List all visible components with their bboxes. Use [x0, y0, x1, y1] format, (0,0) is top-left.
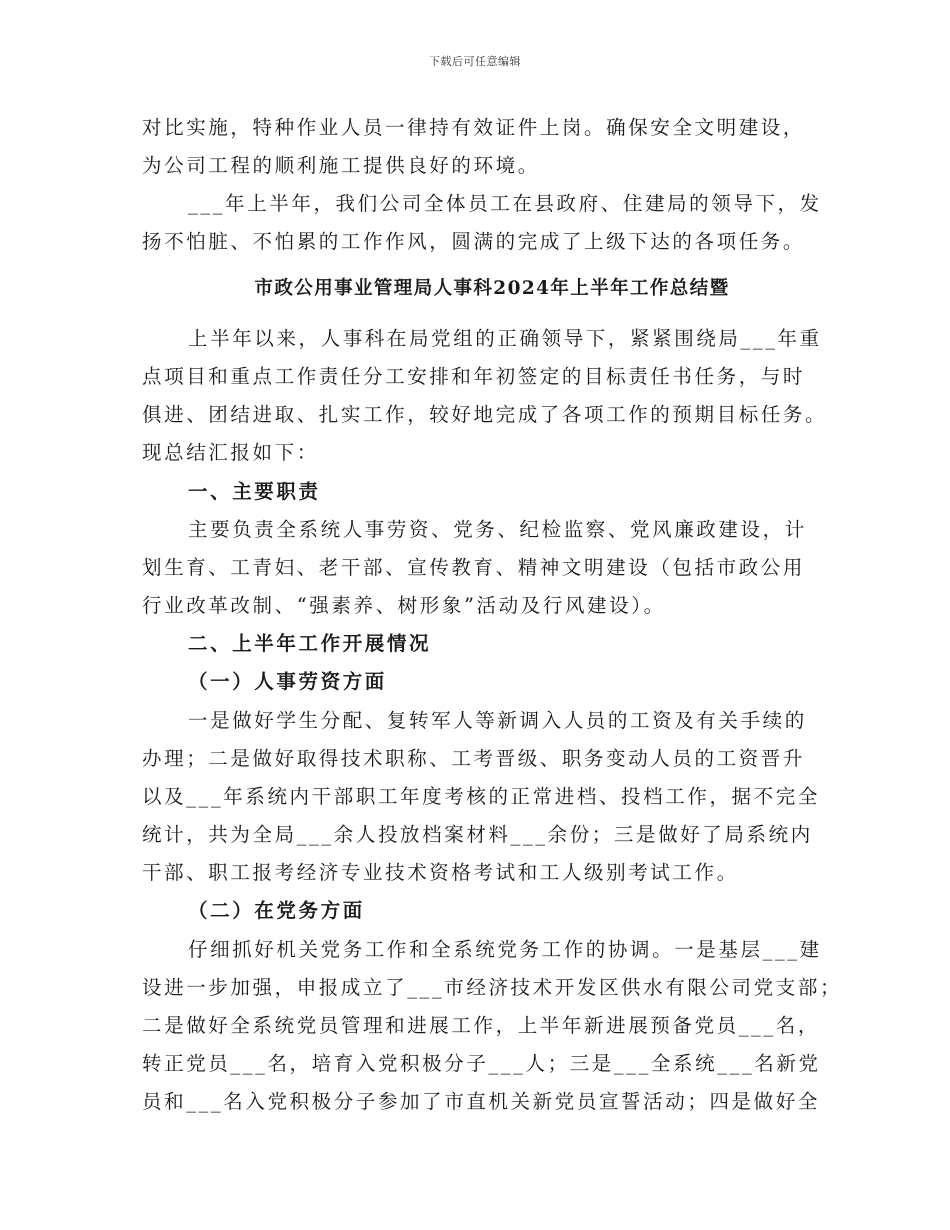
paragraph-start: 仔细抓好机关党务工作和全系统党务工作的协调。一是基层___建 [188, 938, 822, 961]
text-line: 现总结汇报如下： [142, 441, 319, 464]
paragraph-start: ___年上半年，我们公司全体员工在县政府、住建局的领导下，发 [188, 192, 822, 215]
paragraph-start: 一是做好学生分配、复转军人等新调入人员的工资及有关手续的 [188, 709, 807, 732]
paragraph-start: 主要负责全系统人事劳资、党务、纪检监察、党风廉政建设，计 [188, 518, 807, 541]
text-line: 以及___年系统内干部职工年度考核的正常进档、投档工作，据不完全 [142, 785, 820, 808]
text-line: 为公司工程的顺利施工提供良好的环境。 [142, 154, 540, 177]
text-line: 扬不怕脏、不怕累的工作作风，圆满的完成了上级下达的各项任务。 [142, 230, 806, 253]
text-line: 对比实施，特种作业人员一律持有效证件上岗。确保安全文明建设， [142, 116, 806, 139]
text-line: 干部、职工报考经济专业技术资格考试和工人级别考试工作。 [142, 861, 739, 884]
text-line: 转正党员___名，培育入党积极分子___人；三是___全系统___名新党 [142, 1052, 821, 1075]
subsection-heading: （一）人事劳资方面 [188, 670, 387, 693]
text-line: 统计，共为全局___余人投放档案材料___余份；三是做好了局系统内 [142, 823, 813, 846]
text-line: 俱进、团结进取、扎实工作，较好地完成了各项工作的预期目标任务。 [142, 403, 828, 426]
download-note: 下载后可任意编辑 [429, 55, 521, 68]
document-title: 市政公用事业管理局人事科2024年上半年工作总结暨 [254, 278, 730, 299]
text-line: 员和___名入党积极分子参加了市直机关新党员宣誓活动；四是做好全 [142, 1090, 820, 1113]
paragraph-start: 上半年以来，人事科在局党组的正确领导下，紧紧围绕局___年重 [188, 327, 822, 350]
text-line: 划生育、工青妇、老干部、宣传教育、精神文明建设（包括市政公用 [142, 556, 806, 579]
text-line: 二是做好全系统党员管理和进展工作，上半年新进展预备党员___名， [142, 1014, 820, 1037]
text-line: 设进一步加强，申报成立了___市经济技术开发区供水有限公司党支部； [142, 976, 843, 999]
section-heading: 一、主要职责 [188, 480, 321, 503]
section-heading: 二、上半年工作开展情况 [188, 632, 432, 655]
text-line: 点项目和重点工作责任分工安排和年初签定的目标责任书任务，与时 [142, 365, 806, 388]
text-line: 办理；二是做好取得技术职称、工考晋级、职务变动人员的工资晋升 [142, 747, 806, 770]
subsection-heading: （二）在党务方面 [188, 899, 365, 922]
text-line: 行业改革改制、“强素养、树形象”活动及行风建设）。 [142, 594, 666, 617]
